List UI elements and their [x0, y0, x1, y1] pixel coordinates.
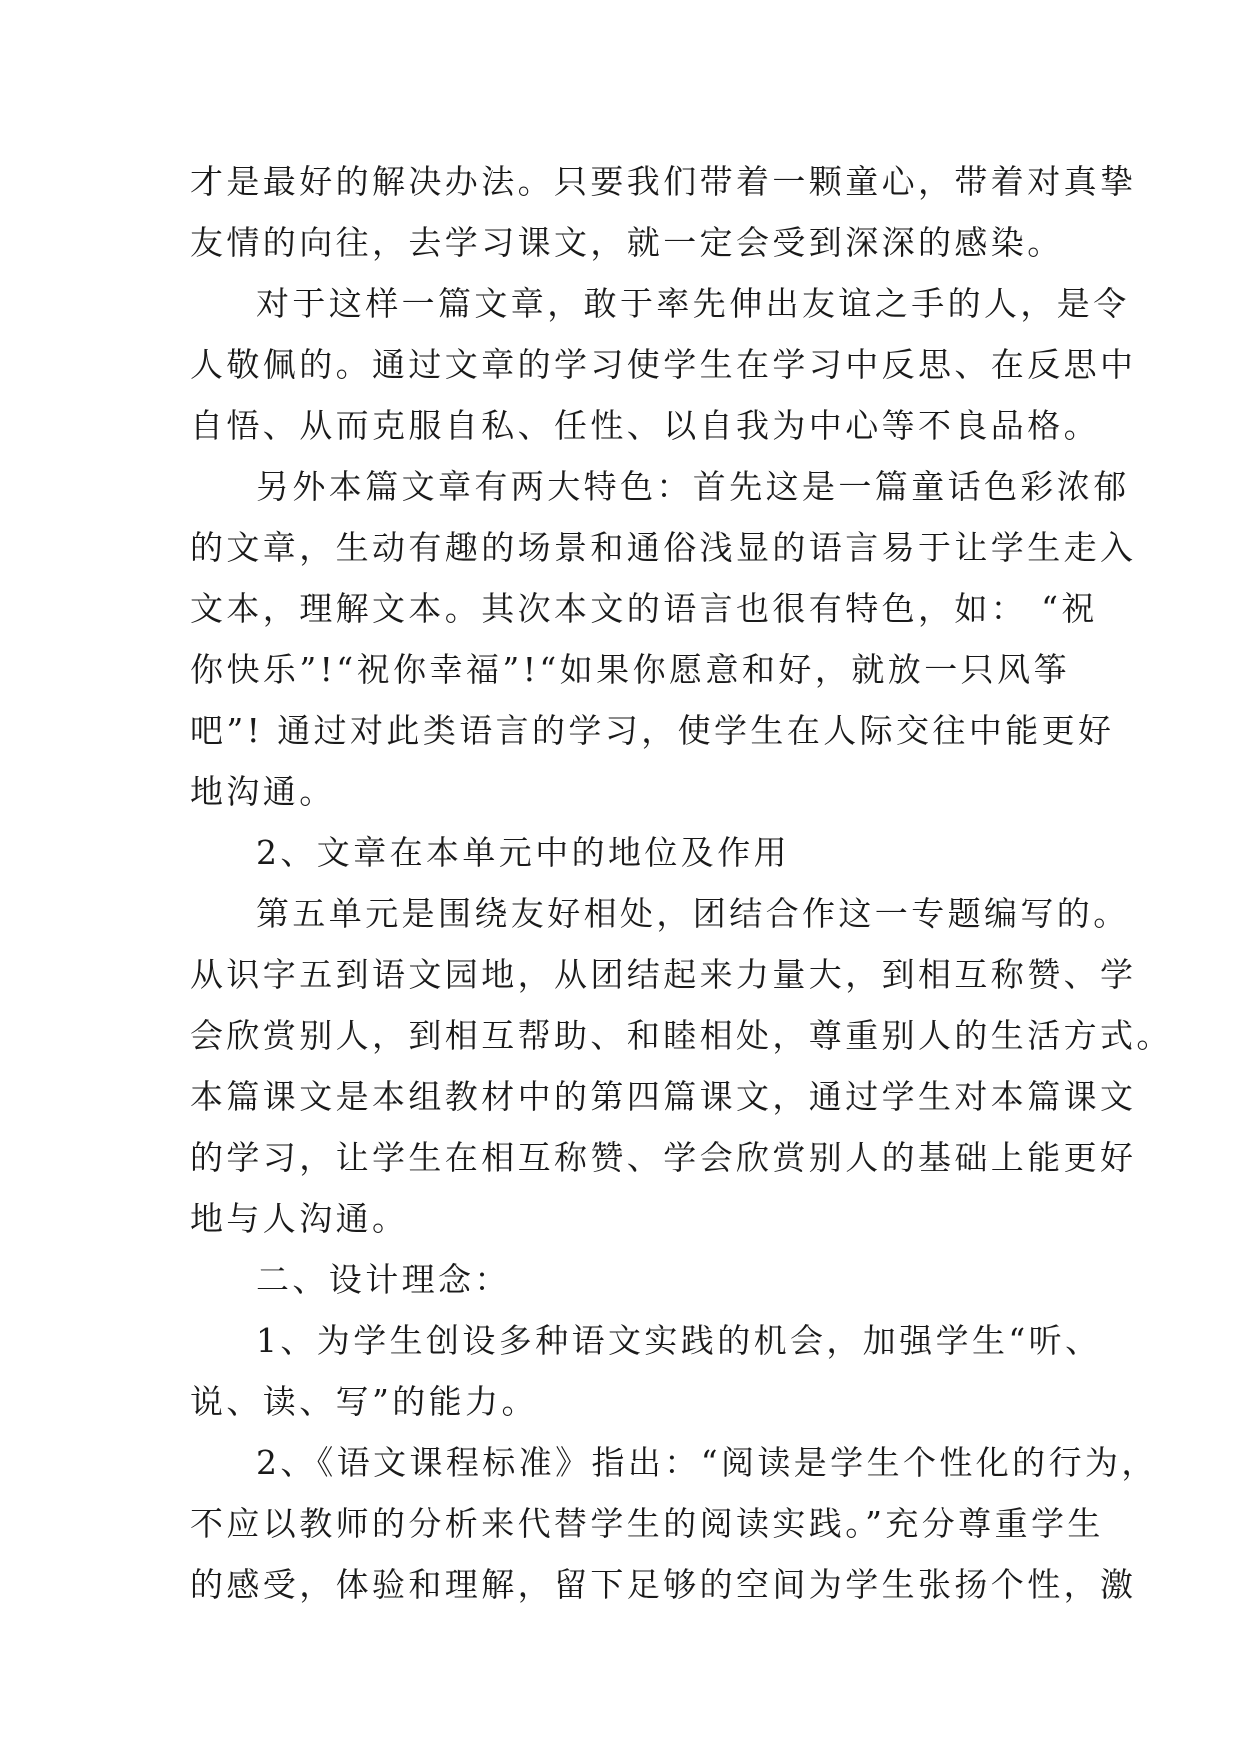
text-line: 说、读、写”的能力。: [190, 1382, 538, 1421]
text-line: 地与人沟通。: [190, 1199, 409, 1238]
text-line: 友情的向往，去学习课文，就一定会受到深深的感染。: [190, 223, 1064, 262]
text-line: 才是最好的解决办法。只要我们带着一颗童心，带着对真挚: [190, 162, 1137, 201]
paragraph-start-line: 第五单元是围绕友好相处，团结合作这一专题编写的。: [256, 894, 1130, 933]
text-line: 的学习，让学生在相互称赞、学会欣赏别人的基础上能更好: [190, 1138, 1137, 1177]
paragraph-start-line: 2、《语文课程标准》指出：“阅读是学生个性化的行为，: [256, 1443, 1158, 1482]
text-line: 会欣赏别人，到相互帮助、和睦相处，尊重别人的生活方式。: [190, 1016, 1173, 1055]
text-line: 自悟、从而克服自私、任性、以自我为中心等不良品格。: [190, 406, 1100, 445]
text-line: 的文章，生动有趣的场景和通俗浅显的语言易于让学生走入: [190, 528, 1137, 567]
text-line: 吧”! 通过对此类语言的学习，使学生在人际交往中能更好: [190, 711, 1115, 750]
text-line: 不应以教师的分析来代替学生的阅读实践。”充分尊重学生: [190, 1504, 1104, 1543]
text-line: 本篇课文是本组教材中的第四篇课文，通过学生对本篇课文: [190, 1077, 1137, 1116]
text-line: 地沟通。: [190, 772, 336, 811]
text-line: 文本，理解文本。其次本文的语言也很有特色，如： “祝: [190, 589, 1098, 628]
text-line: 从识字五到语文园地，从团结起来力量大，到相互称赞、学: [190, 955, 1137, 994]
text-line: 人敬佩的。通过文章的学习使学生在学习中反思、在反思中: [190, 345, 1137, 384]
paragraph-start-line: 另外本篇文章有两大特色：首先这是一篇童话色彩浓郁: [256, 467, 1130, 506]
paragraph-start-line: 1、为学生创设多种语文实践的机会，加强学生“听、: [256, 1321, 1102, 1360]
text-line: 你快乐”!“祝你幸福”!“如果你愿意和好，就放一只风筝: [190, 650, 1070, 689]
text-line: 的感受，体验和理解，留下足够的空间为学生张扬个性，激: [190, 1565, 1137, 1604]
section-heading: 2、文章在本单元中的地位及作用: [256, 833, 790, 872]
section-heading: 二、设计理念：: [256, 1260, 511, 1299]
paragraph-start-line: 对于这样一篇文章，敢于率先伸出友谊之手的人，是令: [256, 284, 1130, 323]
